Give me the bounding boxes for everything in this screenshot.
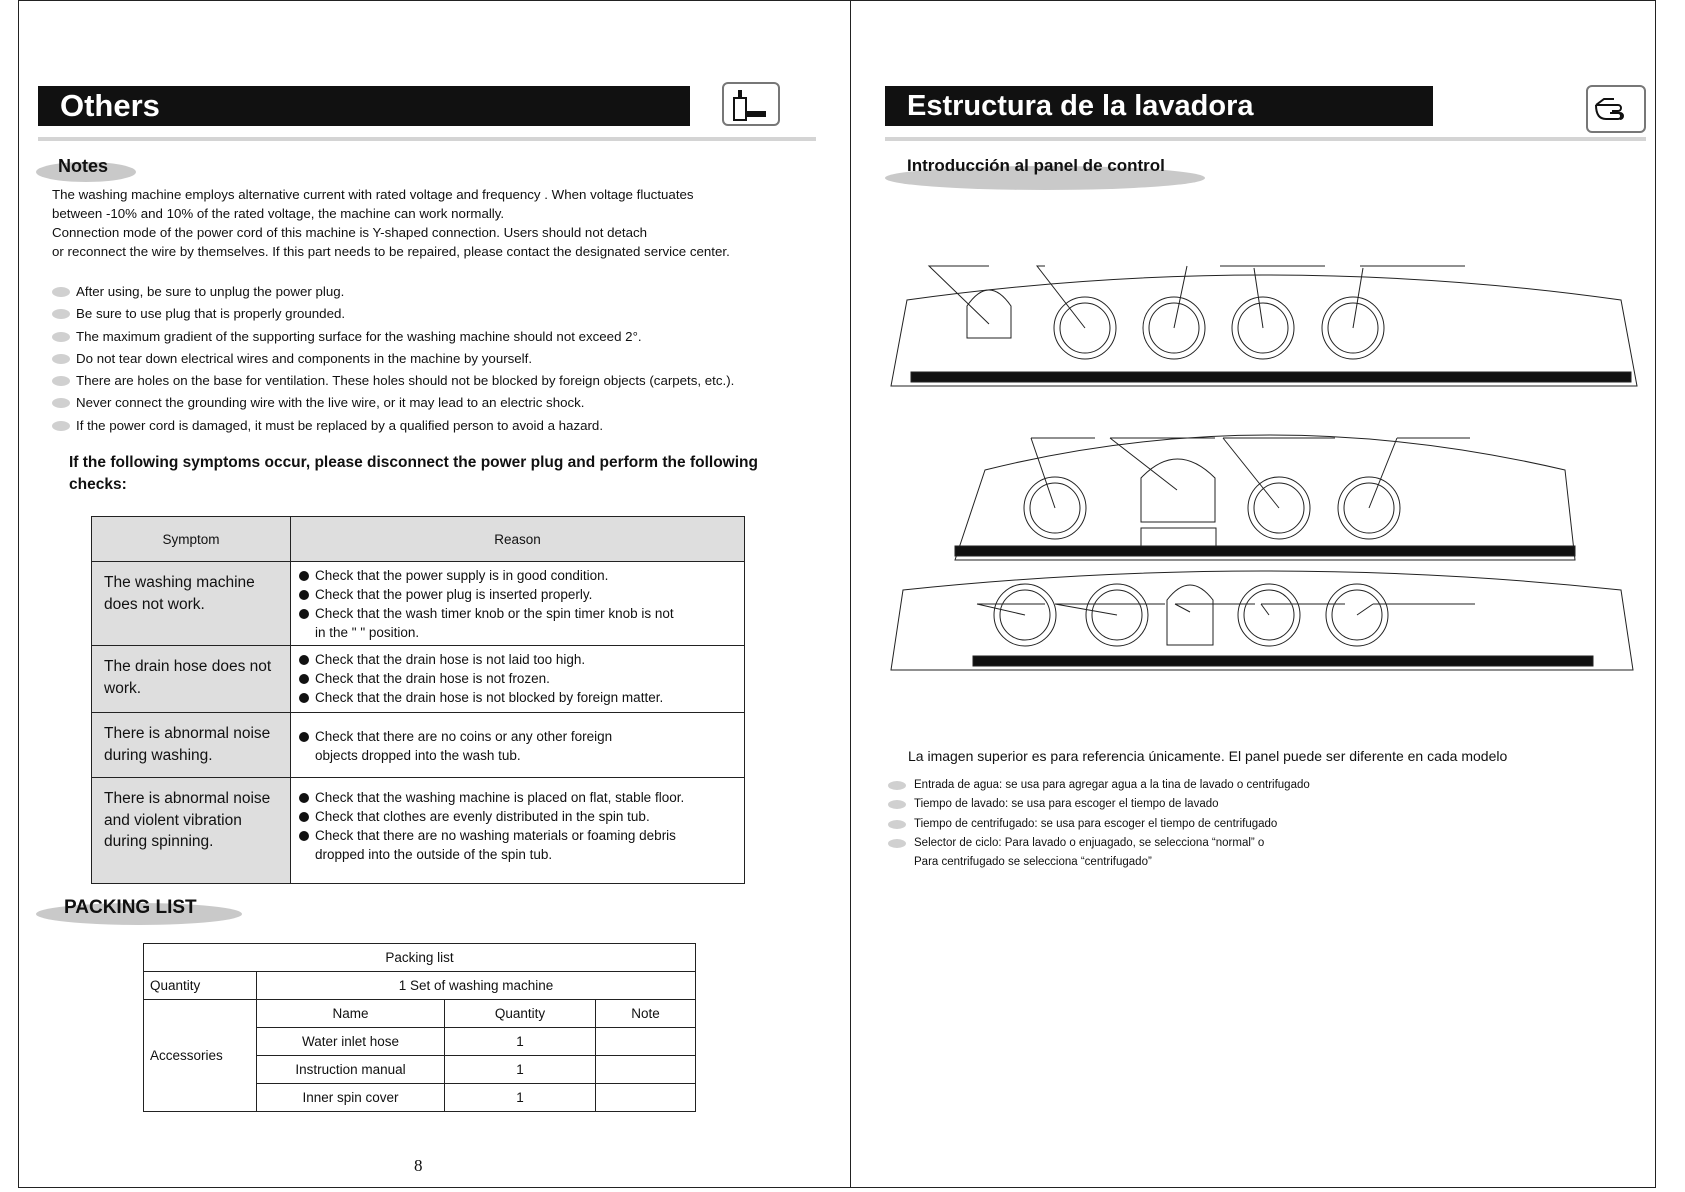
item-name: Inner spin cover	[257, 1084, 445, 1112]
reason-cell: Check that the washing machine is placed on flat, stable floor. Check that clothes are evenly distributed in the spin tub. Check that there are no washing materials or foaming debris dropped into the outside of the spin tub.	[291, 778, 745, 884]
section-title: Others	[60, 88, 160, 123]
list-item: There are holes on the base for ventilation. These holes should not be blocked by foreign objects (carpets, etc.).	[52, 370, 812, 392]
intro-line: between -10% and 10% of the rated voltage, the machine can work normally.	[52, 206, 505, 221]
header-rule-right	[885, 137, 1646, 141]
table-row	[144, 1000, 696, 1028]
symptom-cell: There is abnormal noise during washing.	[92, 713, 291, 778]
intro-line: The washing machine employs alternative current with rated voltage and frequency . When voltage fluctuates	[52, 187, 694, 202]
intro-line: or reconnect the wire by themselves. If this part needs to be repaired, please contact the designated service center.	[52, 244, 730, 259]
intro-line: Connection mode of the power cord of this machine is Y-shaped connection. Users should not detach	[52, 225, 648, 240]
list-item: The maximum gradient of the supporting surface for the washing machine should not exceed 2°.	[52, 326, 812, 348]
table-header: Reason	[291, 517, 745, 562]
list-item-continuation: Para centrifugado se selecciona “centrifugado”	[914, 856, 1152, 869]
panel-items-list	[888, 776, 1310, 872]
column-header: Note	[596, 1000, 696, 1028]
item-note	[596, 1084, 696, 1112]
pointing-hand-icon	[1586, 85, 1646, 133]
header-rule	[38, 137, 816, 141]
packing-heading: PACKING LIST	[36, 897, 169, 919]
bullet-icon	[52, 332, 70, 342]
table-header: Symptom	[92, 517, 291, 562]
accessories-label: Accessories	[144, 1000, 257, 1112]
control-panel-diagram	[885, 260, 1645, 740]
notes-intro	[52, 185, 812, 261]
list-item: If the power cord is damaged, it must be replaced by a qualified person to avoid a hazard.	[52, 415, 812, 437]
list-item: Tiempo de lavado: se usa para escoger el tiempo de lavado	[888, 795, 1310, 814]
symptom-table	[91, 516, 745, 884]
table-row	[92, 562, 745, 646]
item-qty: 1	[445, 1028, 596, 1056]
symptom-cell: The drain hose does not work.	[92, 646, 291, 713]
list-item: Be sure to use plug that is properly grounded.	[52, 303, 812, 325]
item-note	[596, 1028, 696, 1056]
reason-cell: Check that there are no coins or any other foreign objects dropped into the wash tub.	[291, 713, 745, 778]
column-header: Quantity	[445, 1000, 596, 1028]
page-divider	[850, 0, 851, 1188]
bullet-icon	[888, 839, 906, 848]
table-row	[144, 972, 696, 1000]
table-header-row	[92, 517, 745, 562]
packing-title: Packing list	[144, 944, 696, 972]
list-item: Selector de ciclo: Para lavado o enjuagado, se selecciona “normal” o	[888, 834, 1310, 853]
table-row	[144, 944, 696, 972]
control-panel-heading: Introducción al panel de control	[885, 156, 1143, 176]
quantity-label: Quantity	[144, 972, 257, 1000]
item-note	[596, 1056, 696, 1084]
bullet-icon	[52, 421, 70, 431]
plug-icon	[722, 82, 780, 126]
bullet-icon	[52, 398, 70, 408]
list-item: Never connect the grounding wire with the live wire, or it may lead to an electric shock.	[52, 392, 812, 414]
item-qty: 1	[445, 1084, 596, 1112]
list-item: Entrada de agua: se usa para agregar agua a la tina de lavado o centrifugado	[888, 776, 1310, 795]
bullet-icon	[888, 800, 906, 809]
item-name: Instruction manual	[257, 1056, 445, 1084]
symptoms-intro-cont: checks:	[69, 476, 127, 493]
bullet-icon	[52, 354, 70, 364]
bullet-icon	[52, 376, 70, 386]
list-item: Tiempo de centrifugado: se usa para escoger el tiempo de centrifugado	[888, 815, 1310, 834]
item-name: Water inlet hose	[257, 1028, 445, 1056]
table-row	[92, 778, 745, 884]
list-item: Do not tear down electrical wires and components in the machine by yourself.	[52, 348, 812, 370]
symptoms-intro: If the following symptoms occur, please disconnect the power plug and perform the following	[69, 454, 758, 471]
reason-cell: Check that the power supply is in good condition. Check that the power plug is inserted properly. Check that the wash timer knob or the spin timer knob is not in the " " position.	[291, 562, 745, 646]
packing-table	[143, 943, 696, 1112]
safety-list	[52, 281, 812, 437]
bullet-icon	[52, 309, 70, 319]
reference-note: La imagen superior es para referencia únicamente. El panel puede ser diferente en cada modelo	[908, 748, 1508, 764]
notes-heading: Notes	[36, 156, 86, 177]
quantity-value: 1 Set of washing machine	[257, 972, 696, 1000]
column-header: Name	[257, 1000, 445, 1028]
section-title: Estructura de la lavadora	[907, 90, 1254, 122]
table-row	[92, 713, 745, 778]
section-title-bar-right	[885, 86, 1433, 126]
symptom-cell: The washing machine does not work.	[92, 562, 291, 646]
table-row	[92, 646, 745, 713]
bullet-icon	[52, 287, 70, 297]
list-item: After using, be sure to unplug the power plug.	[52, 281, 812, 303]
item-qty: 1	[445, 1056, 596, 1084]
page-number: 8	[414, 1156, 423, 1175]
bullet-icon	[888, 820, 906, 829]
reason-cell: Check that the drain hose is not laid too high. Check that the drain hose is not frozen. Check that the drain hose is not blocked by foreign matter.	[291, 646, 745, 713]
bullet-icon	[888, 781, 906, 790]
symptom-cell: There is abnormal noise and violent vibration during spinning.	[92, 778, 291, 884]
section-title-bar	[38, 86, 690, 126]
